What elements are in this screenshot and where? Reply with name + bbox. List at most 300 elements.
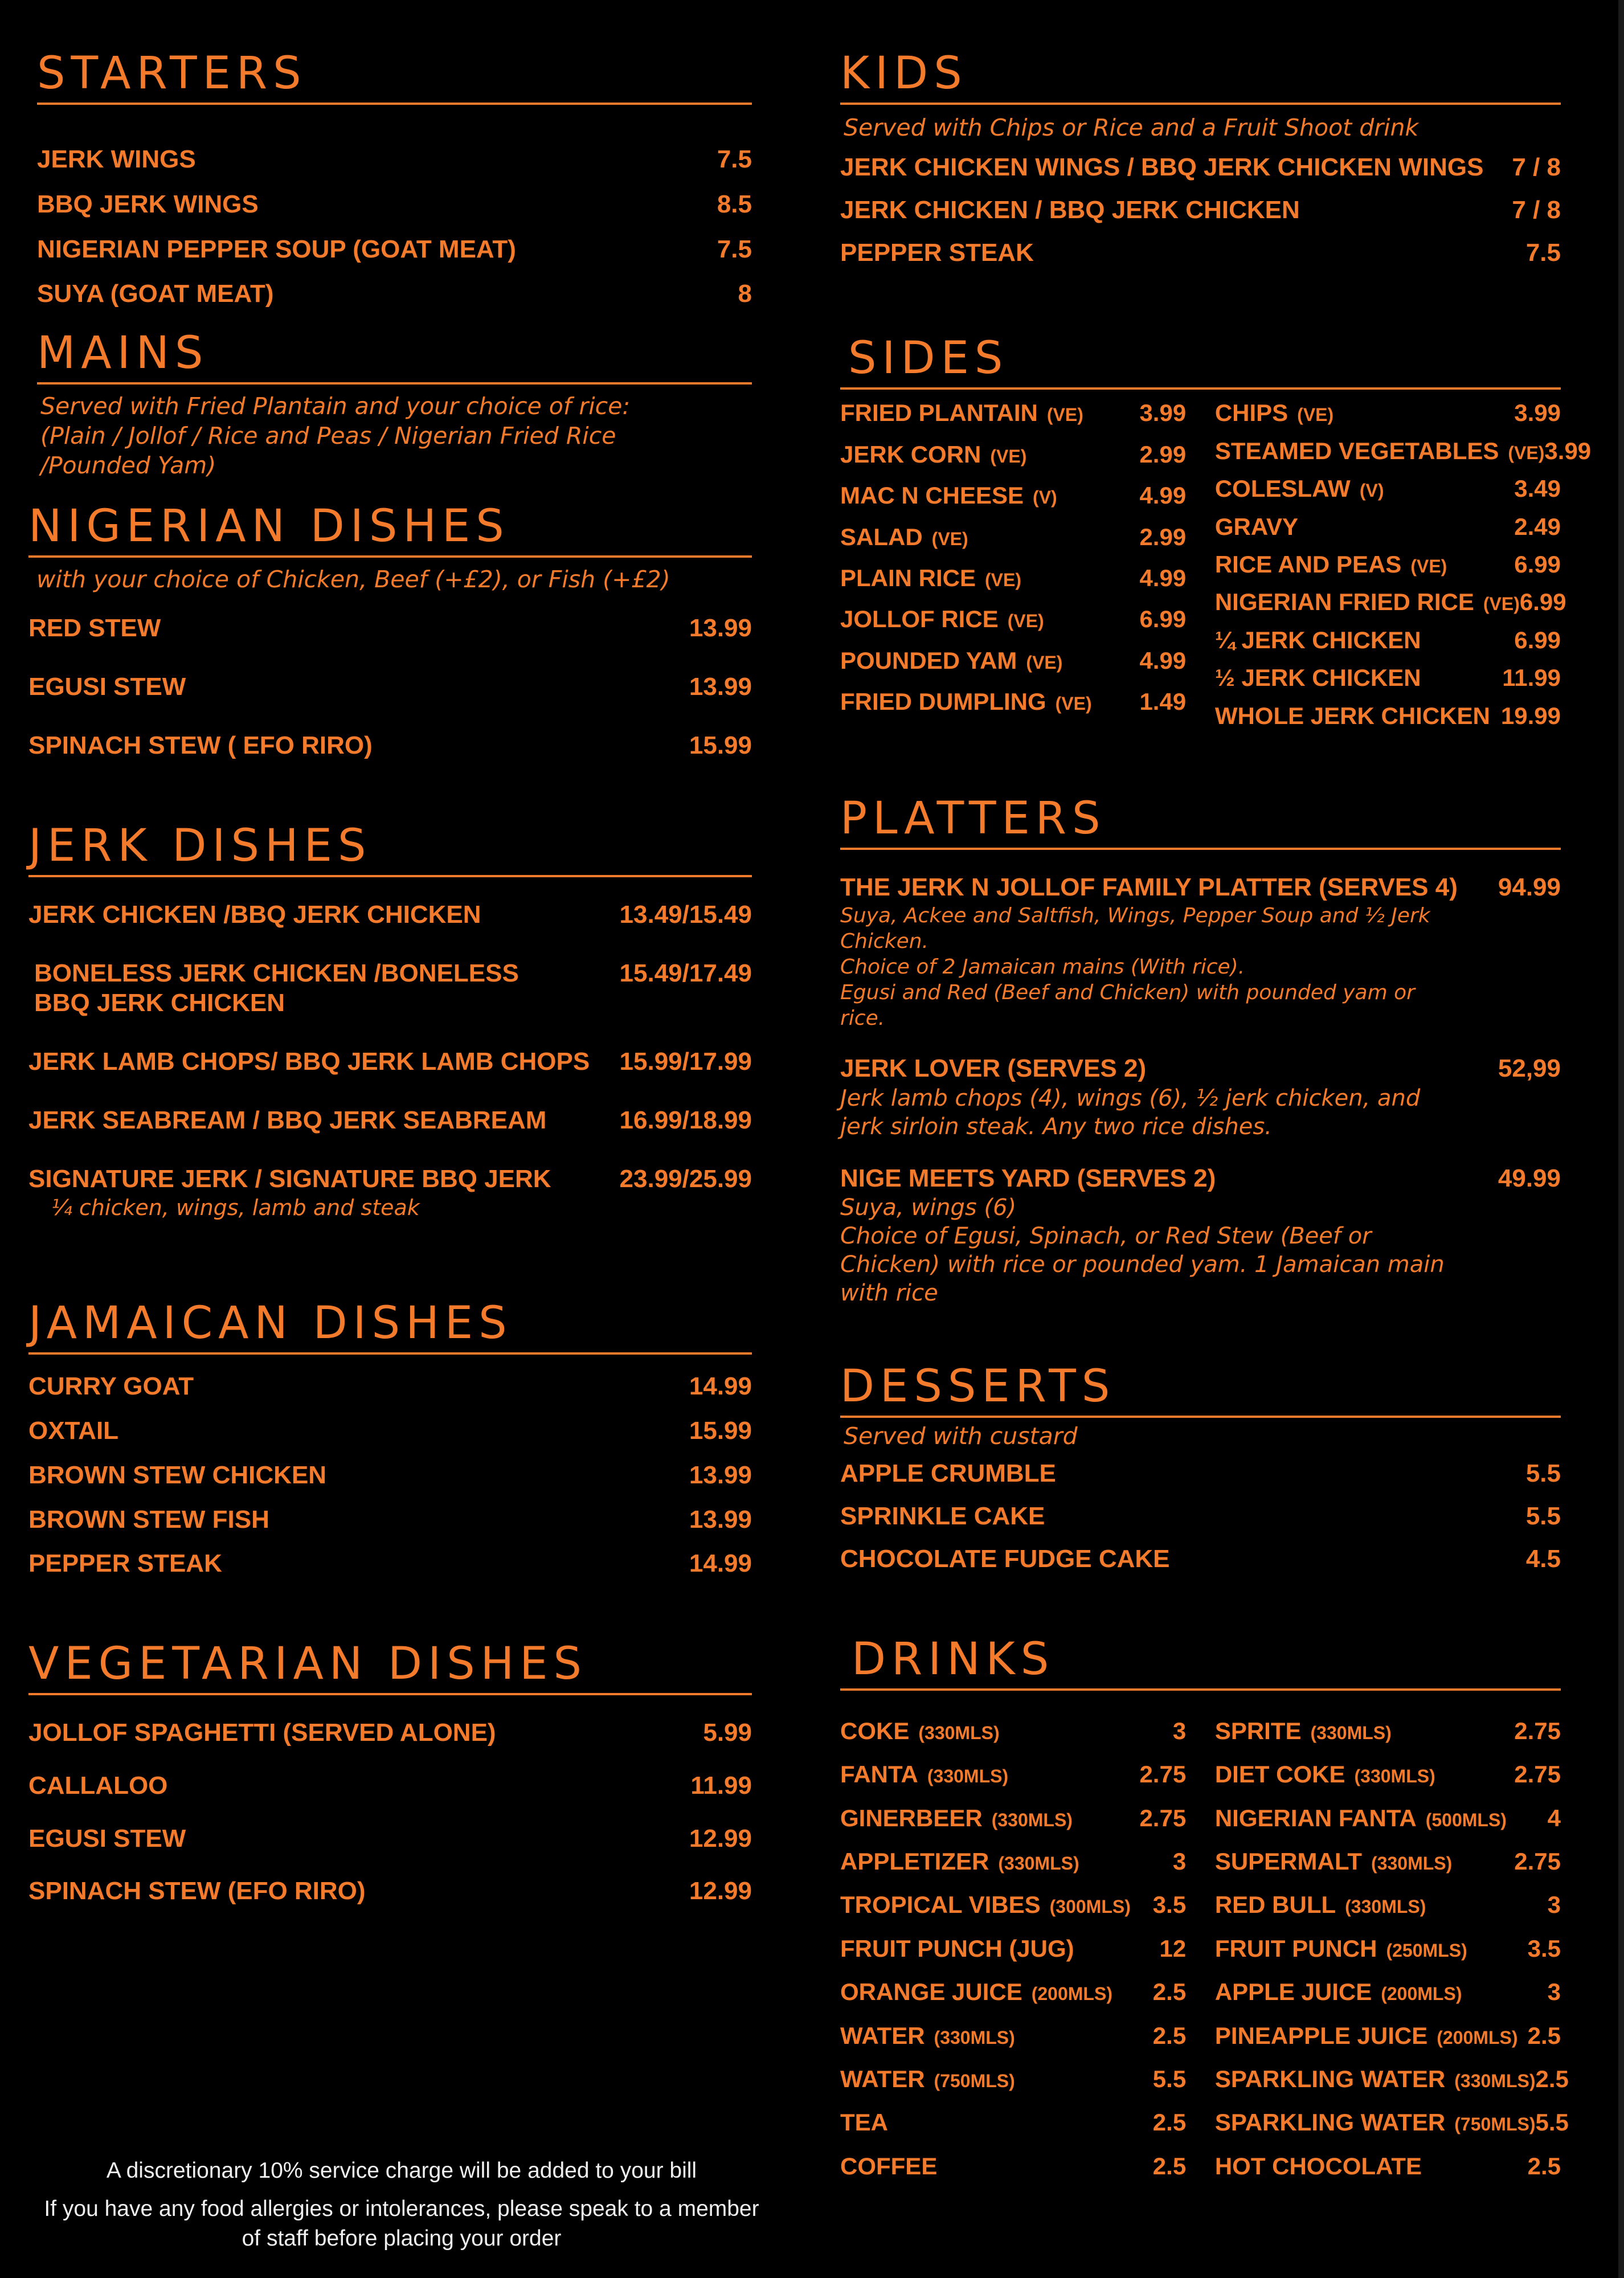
- item-name: PEPPER STEAK: [28, 1549, 222, 1578]
- desserts-section: [840, 1361, 1561, 1574]
- item-price: 3.99: [1514, 399, 1561, 427]
- item-tag: (200MLS): [1381, 1983, 1462, 2005]
- item-name-block: [840, 1891, 1153, 1919]
- item-price: 13.99: [689, 1505, 752, 1533]
- menu-item: [28, 900, 752, 930]
- section-title: JERK DISHES: [28, 824, 752, 877]
- item-name: CALLALOO: [28, 1771, 168, 1800]
- menu-item-row: [28, 1047, 752, 1077]
- menu-item: [840, 399, 1186, 427]
- item-name: RED BULL: [1214, 1891, 1336, 1919]
- right-column: [840, 48, 1592, 2195]
- menu-item: [1215, 2022, 1561, 2050]
- sides-section: [840, 333, 1592, 739]
- left-column: [28, 48, 752, 1929]
- menu-item-row: [28, 1164, 752, 1195]
- item-tag: (200MLS): [1031, 1983, 1112, 2005]
- item-name: PEPPER STEAK: [840, 238, 1034, 267]
- item-name: SALAD: [840, 523, 923, 550]
- menu-item-row: [840, 1054, 1561, 1084]
- item-price: 49.99: [1498, 1164, 1561, 1192]
- item-tag: (VE): [1055, 693, 1092, 714]
- menu-item: [28, 959, 752, 1019]
- item-price: 6.99: [1514, 551, 1561, 578]
- item-tag: (300MLS): [1049, 1896, 1131, 1917]
- item-name: NIGERIAN FRIED RICE: [1214, 588, 1474, 616]
- menu-item: [1215, 702, 1561, 730]
- menu-item: [28, 1876, 752, 1907]
- item-tag: (330MLS): [934, 2027, 1015, 2048]
- item-price: 15.99: [689, 731, 752, 760]
- item-name-block: [1215, 2022, 1528, 2050]
- item-name-block: [1215, 626, 1514, 655]
- menu-item-row: [28, 900, 752, 930]
- item-tag: (330MLS): [1354, 1766, 1435, 1787]
- item-name: POUNDED YAM: [840, 647, 1017, 674]
- item-name: JERK LOVER (SERVES 2): [840, 1054, 1147, 1082]
- item-tag: (VE): [1508, 442, 1545, 463]
- item-name: JERK CORN: [840, 440, 981, 468]
- item-name: FRUIT PUNCH: [1214, 1935, 1377, 1962]
- menu-item: [840, 1847, 1186, 1876]
- item-name-block: [1215, 702, 1501, 730]
- jerk-dishes-section: [28, 820, 752, 1221]
- item-price: 2.5: [1152, 2109, 1187, 2136]
- menu-item: [840, 481, 1186, 510]
- item-name-block: [840, 564, 1139, 592]
- item-name: COLESLAW: [1214, 475, 1351, 502]
- item-tag: (V): [1033, 487, 1057, 508]
- section-title: SIDES: [840, 336, 1561, 390]
- item-price: 2.5: [1535, 2065, 1569, 2092]
- item-price: 2.75: [1514, 1717, 1561, 1744]
- menu-item: [840, 2152, 1186, 2181]
- item-name: BONELESS JERK CHICKEN /BONELESS: [34, 959, 519, 987]
- menu-item: [28, 1505, 752, 1535]
- item-name-block: [1215, 664, 1502, 692]
- menu-item: [1215, 475, 1561, 503]
- menu-item: [1215, 1935, 1561, 1963]
- item-price: 3.5: [1152, 1891, 1187, 1919]
- platter-item: [840, 873, 1561, 1031]
- item-name-block: [28, 900, 620, 930]
- item-price: 7 / 8: [1512, 153, 1561, 182]
- item-name-block: [1215, 1891, 1548, 1919]
- item-price: 5.5: [1535, 2109, 1569, 2136]
- item-name-block: [840, 1847, 1173, 1876]
- section-note: Served with Chips or Rice and a Fruit Shoot drink: [844, 114, 1419, 141]
- menu-item: [840, 1978, 1186, 2006]
- item-name: JERK WINGS: [37, 145, 196, 173]
- item-name: ORANGE JUICE: [840, 1978, 1022, 2006]
- item-tag: (V): [1359, 480, 1384, 501]
- item-tag: (330MLS): [1345, 1896, 1426, 1917]
- starters-section: [37, 48, 752, 309]
- item-price: 3: [1172, 1847, 1187, 1875]
- section-title: DESSERTS: [840, 1364, 1561, 1418]
- item-price: 52,99: [1498, 1054, 1561, 1082]
- menu-item: [1215, 1847, 1561, 1876]
- item-name-block: [1215, 513, 1514, 541]
- menu-item: [840, 564, 1186, 592]
- item-list: [28, 614, 752, 760]
- item-price: 12.99: [689, 1824, 752, 1852]
- item-tag: (750MLS): [1454, 2114, 1536, 2135]
- item-name: BBQ JERK WINGS: [37, 190, 259, 218]
- item-name-block: [840, 1717, 1173, 1745]
- menu-item: [37, 145, 752, 175]
- item-name: APPLETIZER: [840, 1847, 989, 1875]
- item-price: 6.99: [1514, 626, 1561, 653]
- item-name: JERK CHICKEN / BBQ JERK CHICKEN: [840, 195, 1300, 224]
- item-name-block: [840, 1978, 1153, 2006]
- item-name: DIET COKE: [1214, 1761, 1345, 1788]
- item-name: FRIED PLANTAIN: [840, 399, 1038, 427]
- item-tag: (330MLS): [998, 1852, 1079, 1874]
- item-list: [28, 900, 752, 1221]
- item-description: Suya, Ackee and Saltfish, Wings, Pepper Soup and ½ Jerk Chicken.: [840, 903, 1430, 953]
- item-tag: (250MLS): [1386, 1940, 1467, 1961]
- item-name: JERK LAMB CHOPS/ BBQ JERK LAMB CHOPS: [28, 1048, 590, 1076]
- item-price: 7.5: [717, 145, 752, 173]
- menu-item: [28, 672, 752, 702]
- item-tag: (330MLS): [918, 1722, 1000, 1743]
- item-list: [840, 1459, 1561, 1574]
- section-title: JAMAICAN DISHES: [28, 1301, 752, 1355]
- item-name-block: [840, 1804, 1139, 1833]
- item-price: 8.5: [717, 190, 752, 218]
- item-name: JERK CHICKEN /BBQ JERK CHICKEN: [28, 900, 481, 929]
- item-list: [28, 1718, 752, 1907]
- menu-item: [1214, 2065, 1569, 2093]
- mains-section: [37, 328, 752, 480]
- item-name-block: [1215, 437, 1545, 465]
- item-price: 4.5: [1525, 1545, 1561, 1573]
- right-edge-strip: [1618, 0, 1624, 2278]
- item-name-block: [1215, 2152, 1528, 2181]
- item-name-block: [840, 2065, 1153, 2093]
- item-name: EGUSI STEW: [28, 1824, 186, 1852]
- menu-item: [28, 1106, 752, 1136]
- item-name: GINERBEER: [840, 1804, 983, 1831]
- menu-item: [28, 1372, 752, 1402]
- item-name: FRUIT PUNCH (JUG): [840, 1935, 1074, 1962]
- item-price: 4: [1547, 1804, 1561, 1831]
- menu-item: [840, 1459, 1561, 1489]
- item-name: SPARKLING WATER: [1214, 2065, 1446, 2092]
- item-name-block: [840, 523, 1139, 551]
- footer: [37, 2156, 766, 2262]
- item-price: 14.99: [689, 1372, 752, 1401]
- item-name: EGUSI STEW: [28, 673, 186, 701]
- menu-item: [1215, 1760, 1561, 1789]
- item-list: [840, 873, 1561, 1307]
- item-name: TEA: [840, 2109, 888, 2136]
- item-price: 8: [738, 280, 752, 308]
- item-name: JERK SEABREAM / BBQ JERK SEABREAM: [28, 1106, 547, 1135]
- drinks-left-column: [840, 1717, 1186, 2195]
- menu-item: [28, 731, 752, 761]
- item-name: SUPERMALT: [1214, 1847, 1363, 1875]
- item-price: 2.75: [1514, 1761, 1561, 1788]
- drinks-section: [840, 1633, 1569, 2195]
- sides-grid: [840, 399, 1592, 739]
- item-name: OXTAIL: [28, 1416, 119, 1445]
- item-tag: (VE): [1007, 611, 1044, 632]
- item-name-block: [28, 1164, 620, 1195]
- menu-item: [840, 195, 1561, 226]
- item-tag: (330MLS): [1454, 2070, 1536, 2091]
- item-name: WHOLE JERK CHICKEN: [1214, 702, 1490, 729]
- menu-item-row: [840, 1164, 1561, 1194]
- item-name: SPINACH STEW (EFO RIRO): [28, 1877, 366, 1905]
- menu-item: [840, 1804, 1186, 1833]
- item-name: PINEAPPLE JUICE: [1214, 2022, 1428, 2049]
- item-price: 2.99: [1139, 523, 1187, 550]
- section-note: with your choice of Chicken, Beef (+£2), or Fish (+£2): [36, 566, 670, 594]
- item-name-block: [28, 1047, 620, 1077]
- menu-item: [840, 2022, 1186, 2050]
- service-charge-note: A discretionary 10% service charge will be added to your bill: [106, 2158, 697, 2183]
- item-name-block: [840, 1760, 1139, 1789]
- item-tag: (VE): [1297, 404, 1334, 426]
- item-price: 14.99: [689, 1549, 752, 1578]
- item-price: 11.99: [690, 1771, 752, 1800]
- drinks-right-column: [1214, 1717, 1569, 2195]
- menu-item: [840, 2065, 1186, 2093]
- item-name: WATER: [840, 2065, 925, 2092]
- item-price: 3: [1172, 1717, 1187, 1744]
- menu-item: [840, 605, 1186, 633]
- menu-item: [840, 688, 1186, 716]
- item-name: THE JERK N JOLLOF FAMILY PLATTER (SERVES 4): [840, 873, 1458, 901]
- item-price: 2.49: [1514, 513, 1561, 540]
- menu-item: [840, 1760, 1186, 1789]
- item-price: 6.99: [1519, 588, 1566, 616]
- item-tag: (VE): [1483, 594, 1520, 615]
- item-description: Jerk lamb chops (4), wings (6), ½ jerk chicken, and jerk sirloin steak. Any two rice dishes.: [840, 1085, 1421, 1140]
- menu-item: [1215, 664, 1561, 692]
- item-tag: (VE): [985, 570, 1022, 591]
- item-description: Choice of 2 Jamaican mains (With rice).: [840, 955, 1245, 979]
- menu-item: [840, 440, 1186, 469]
- item-name: APPLE CRUMBLE: [840, 1459, 1056, 1488]
- item-price: 2.5: [1527, 2022, 1561, 2049]
- item-name-block: [1215, 475, 1514, 503]
- menu-item-row: [840, 873, 1561, 903]
- item-list: [840, 153, 1561, 268]
- item-price: 13.99: [689, 1461, 752, 1489]
- section-title: PLATTERS: [840, 796, 1561, 850]
- item-tag: (330MLS): [1310, 1722, 1392, 1743]
- item-name-block: [1215, 1978, 1548, 2006]
- item-tag: (330MLS): [991, 1809, 1073, 1830]
- menu-item: [28, 1164, 752, 1221]
- item-price: 3.99: [1544, 437, 1592, 464]
- menu-item: [1215, 626, 1561, 655]
- item-price: 15.49/17.49: [619, 959, 752, 987]
- menu-item: [840, 523, 1186, 551]
- item-name: JOLLOF SPAGHETTI (SERVED ALONE): [28, 1719, 496, 1747]
- item-name: FRIED DUMPLING: [840, 688, 1046, 715]
- sides-left-column: [840, 399, 1186, 739]
- item-name: FANTA: [840, 1761, 918, 1788]
- item-price: 2.5: [1152, 2152, 1187, 2179]
- item-name-block: [1215, 1804, 1548, 1833]
- item-name: SPARKLING WATER: [1214, 2109, 1446, 2136]
- item-name: NIGERIAN PEPPER SOUP (GOAT MEAT): [37, 235, 516, 263]
- item-price: 12: [1159, 1935, 1187, 1962]
- jamaican-dishes-section: [28, 1298, 752, 1579]
- menu-item: [1215, 1804, 1561, 1833]
- item-name: BROWN STEW FISH: [28, 1505, 269, 1533]
- item-name: SIGNATURE JERK / SIGNATURE BBQ JERK: [28, 1164, 551, 1193]
- item-price: 2.99: [1139, 440, 1187, 468]
- menu-item: [28, 1047, 752, 1077]
- item-price: 23.99/25.99: [619, 1164, 752, 1193]
- item-price: 2.75: [1514, 1847, 1561, 1875]
- item-name: RICE AND PEAS: [1214, 551, 1402, 578]
- item-price: 3.99: [1139, 399, 1187, 427]
- menu-item: [1215, 513, 1561, 541]
- item-name: GRAVY: [1214, 513, 1299, 540]
- item-name: SPRITE: [1214, 1717, 1302, 1744]
- section-note: Served with Fried Plantain and your choice of rice: (Plain / Jollof / Rice and Peas / Nigerian Fried Rice /Pounded Yam): [40, 392, 631, 480]
- item-name: BROWN STEW CHICKEN: [28, 1461, 327, 1489]
- item-price: 2.5: [1152, 2022, 1187, 2049]
- item-name: WATER: [840, 2022, 925, 2049]
- item-description: Choice of Egusi, Spinach, or Red Stew (Beef or Chicken) with rice or pounded yam. 1 Jamaican main with rice: [840, 1223, 1445, 1307]
- item-price: 7.5: [1525, 238, 1561, 267]
- menu-item: [28, 1461, 752, 1491]
- item-price: 5.5: [1152, 2065, 1187, 2092]
- item-price: 94.99: [1498, 873, 1561, 901]
- menu-item: [840, 1717, 1186, 1745]
- item-price: 4.99: [1139, 565, 1187, 592]
- item-name: RED STEW: [28, 614, 161, 643]
- item-name-block: [28, 1106, 620, 1136]
- item-description: ¼ chicken, wings, lamb and steak: [51, 1195, 420, 1220]
- item-name: SUYA (GOAT MEAT): [37, 280, 274, 308]
- item-price: 12.99: [689, 1877, 752, 1905]
- item-price: 2.75: [1139, 1761, 1187, 1788]
- item-price: 13.99: [689, 673, 752, 701]
- item-price: 7 / 8: [1512, 195, 1561, 224]
- menu-item: [37, 190, 752, 220]
- item-name-block: [840, 481, 1139, 510]
- item-name: STEAMED VEGETABLES: [1214, 437, 1499, 464]
- item-name: ½ JERK CHICKEN: [1214, 664, 1421, 692]
- item-name: MAC N CHEESE: [840, 482, 1024, 509]
- item-list: [37, 145, 752, 309]
- drinks-grid: [840, 1717, 1569, 2195]
- item-name-block: [840, 2152, 1153, 2181]
- item-price: 15.99: [689, 1416, 752, 1445]
- menu-item-row: [28, 1106, 752, 1136]
- section-title: KIDS: [840, 51, 1561, 105]
- vegetarian-dishes-section: [28, 1638, 752, 1907]
- item-tag: (200MLS): [1437, 2027, 1518, 2048]
- menu-item: [1215, 1978, 1561, 2006]
- menu-item: [1215, 2152, 1561, 2181]
- item-price: 1.49: [1139, 688, 1187, 715]
- item-name-block: [1215, 2108, 1536, 2137]
- item-name-block: [1215, 1717, 1514, 1745]
- item-name-block: [840, 647, 1139, 675]
- nigerian-dishes-section: [28, 501, 752, 760]
- item-price: 5.99: [703, 1719, 752, 1747]
- item-name-continued: BBQ JERK CHICKEN: [34, 989, 285, 1017]
- item-price: 13.99: [689, 614, 752, 643]
- item-price: 5.5: [1525, 1502, 1561, 1531]
- menu-item: [840, 1544, 1561, 1574]
- item-list: [28, 1372, 752, 1579]
- menu-item: [1215, 550, 1561, 579]
- item-tag: (750MLS): [934, 2070, 1015, 2091]
- item-price: 3: [1547, 1978, 1561, 2006]
- menu-item: [840, 238, 1561, 268]
- menu-item: [840, 2108, 1186, 2137]
- item-name: NIGERIAN FANTA: [1214, 1804, 1417, 1831]
- item-price: 13.49/15.49: [619, 900, 752, 929]
- menu-item: [840, 1891, 1186, 1919]
- item-name-block: [1215, 1935, 1528, 1963]
- item-name: SPINACH STEW ( EFO RIRO): [28, 731, 373, 760]
- menu-item: [1214, 2108, 1569, 2137]
- item-description: Suya, wings (6): [840, 1195, 1017, 1221]
- section-title: MAINS: [37, 331, 752, 385]
- item-tag: (VE): [1046, 404, 1083, 426]
- sides-right-column: [1214, 399, 1592, 739]
- platters-section: [840, 792, 1561, 1307]
- item-name-block: [1215, 588, 1520, 616]
- menu-item-row: [28, 959, 752, 1019]
- item-tag: (VE): [1026, 652, 1063, 673]
- item-name-block: [840, 2022, 1153, 2050]
- item-name: CURRY GOAT: [28, 1372, 194, 1401]
- item-price: 3: [1547, 1891, 1561, 1919]
- item-name: CHIPS: [1214, 399, 1288, 427]
- section-title: NIGERIAN DISHES: [28, 504, 752, 558]
- menu-item: [1214, 588, 1566, 616]
- item-tag: (330MLS): [1371, 1852, 1453, 1874]
- allergy-note: If you have any food allergies or intolerances, please speak to a member of staff before placing your order: [44, 2196, 759, 2251]
- item-name-block: [28, 959, 620, 1019]
- item-price: 11.99: [1502, 664, 1561, 692]
- item-name-block: [840, 2108, 1153, 2137]
- item-tag: (VE): [1410, 556, 1447, 577]
- menu-item: [28, 1718, 752, 1748]
- menu-item: [1214, 437, 1592, 465]
- item-name-block: [1215, 550, 1514, 579]
- menu-item: [28, 614, 752, 644]
- item-name: ¼ JERK CHICKEN: [1214, 626, 1421, 653]
- menu-item: [37, 235, 752, 265]
- section-note: Served with custard: [844, 1422, 1078, 1450]
- item-name-block: [1215, 1760, 1514, 1789]
- item-price: 7.5: [717, 235, 752, 263]
- item-name: SPRINKLE CAKE: [840, 1502, 1045, 1531]
- item-description: Egusi and Red (Beef and Chicken) with pounded yam or rice.: [840, 980, 1415, 1030]
- menu-item: [840, 1502, 1561, 1532]
- section-title: DRINKS: [840, 1637, 1561, 1691]
- item-name: JOLLOF RICE: [840, 606, 999, 633]
- item-name: PLAIN RICE: [840, 565, 976, 592]
- item-name-block: [840, 440, 1139, 469]
- item-price: 3.49: [1514, 475, 1561, 502]
- item-name: NIGE MEETS YARD (SERVES 2): [840, 1164, 1216, 1192]
- item-price: 16.99/18.99: [619, 1106, 752, 1135]
